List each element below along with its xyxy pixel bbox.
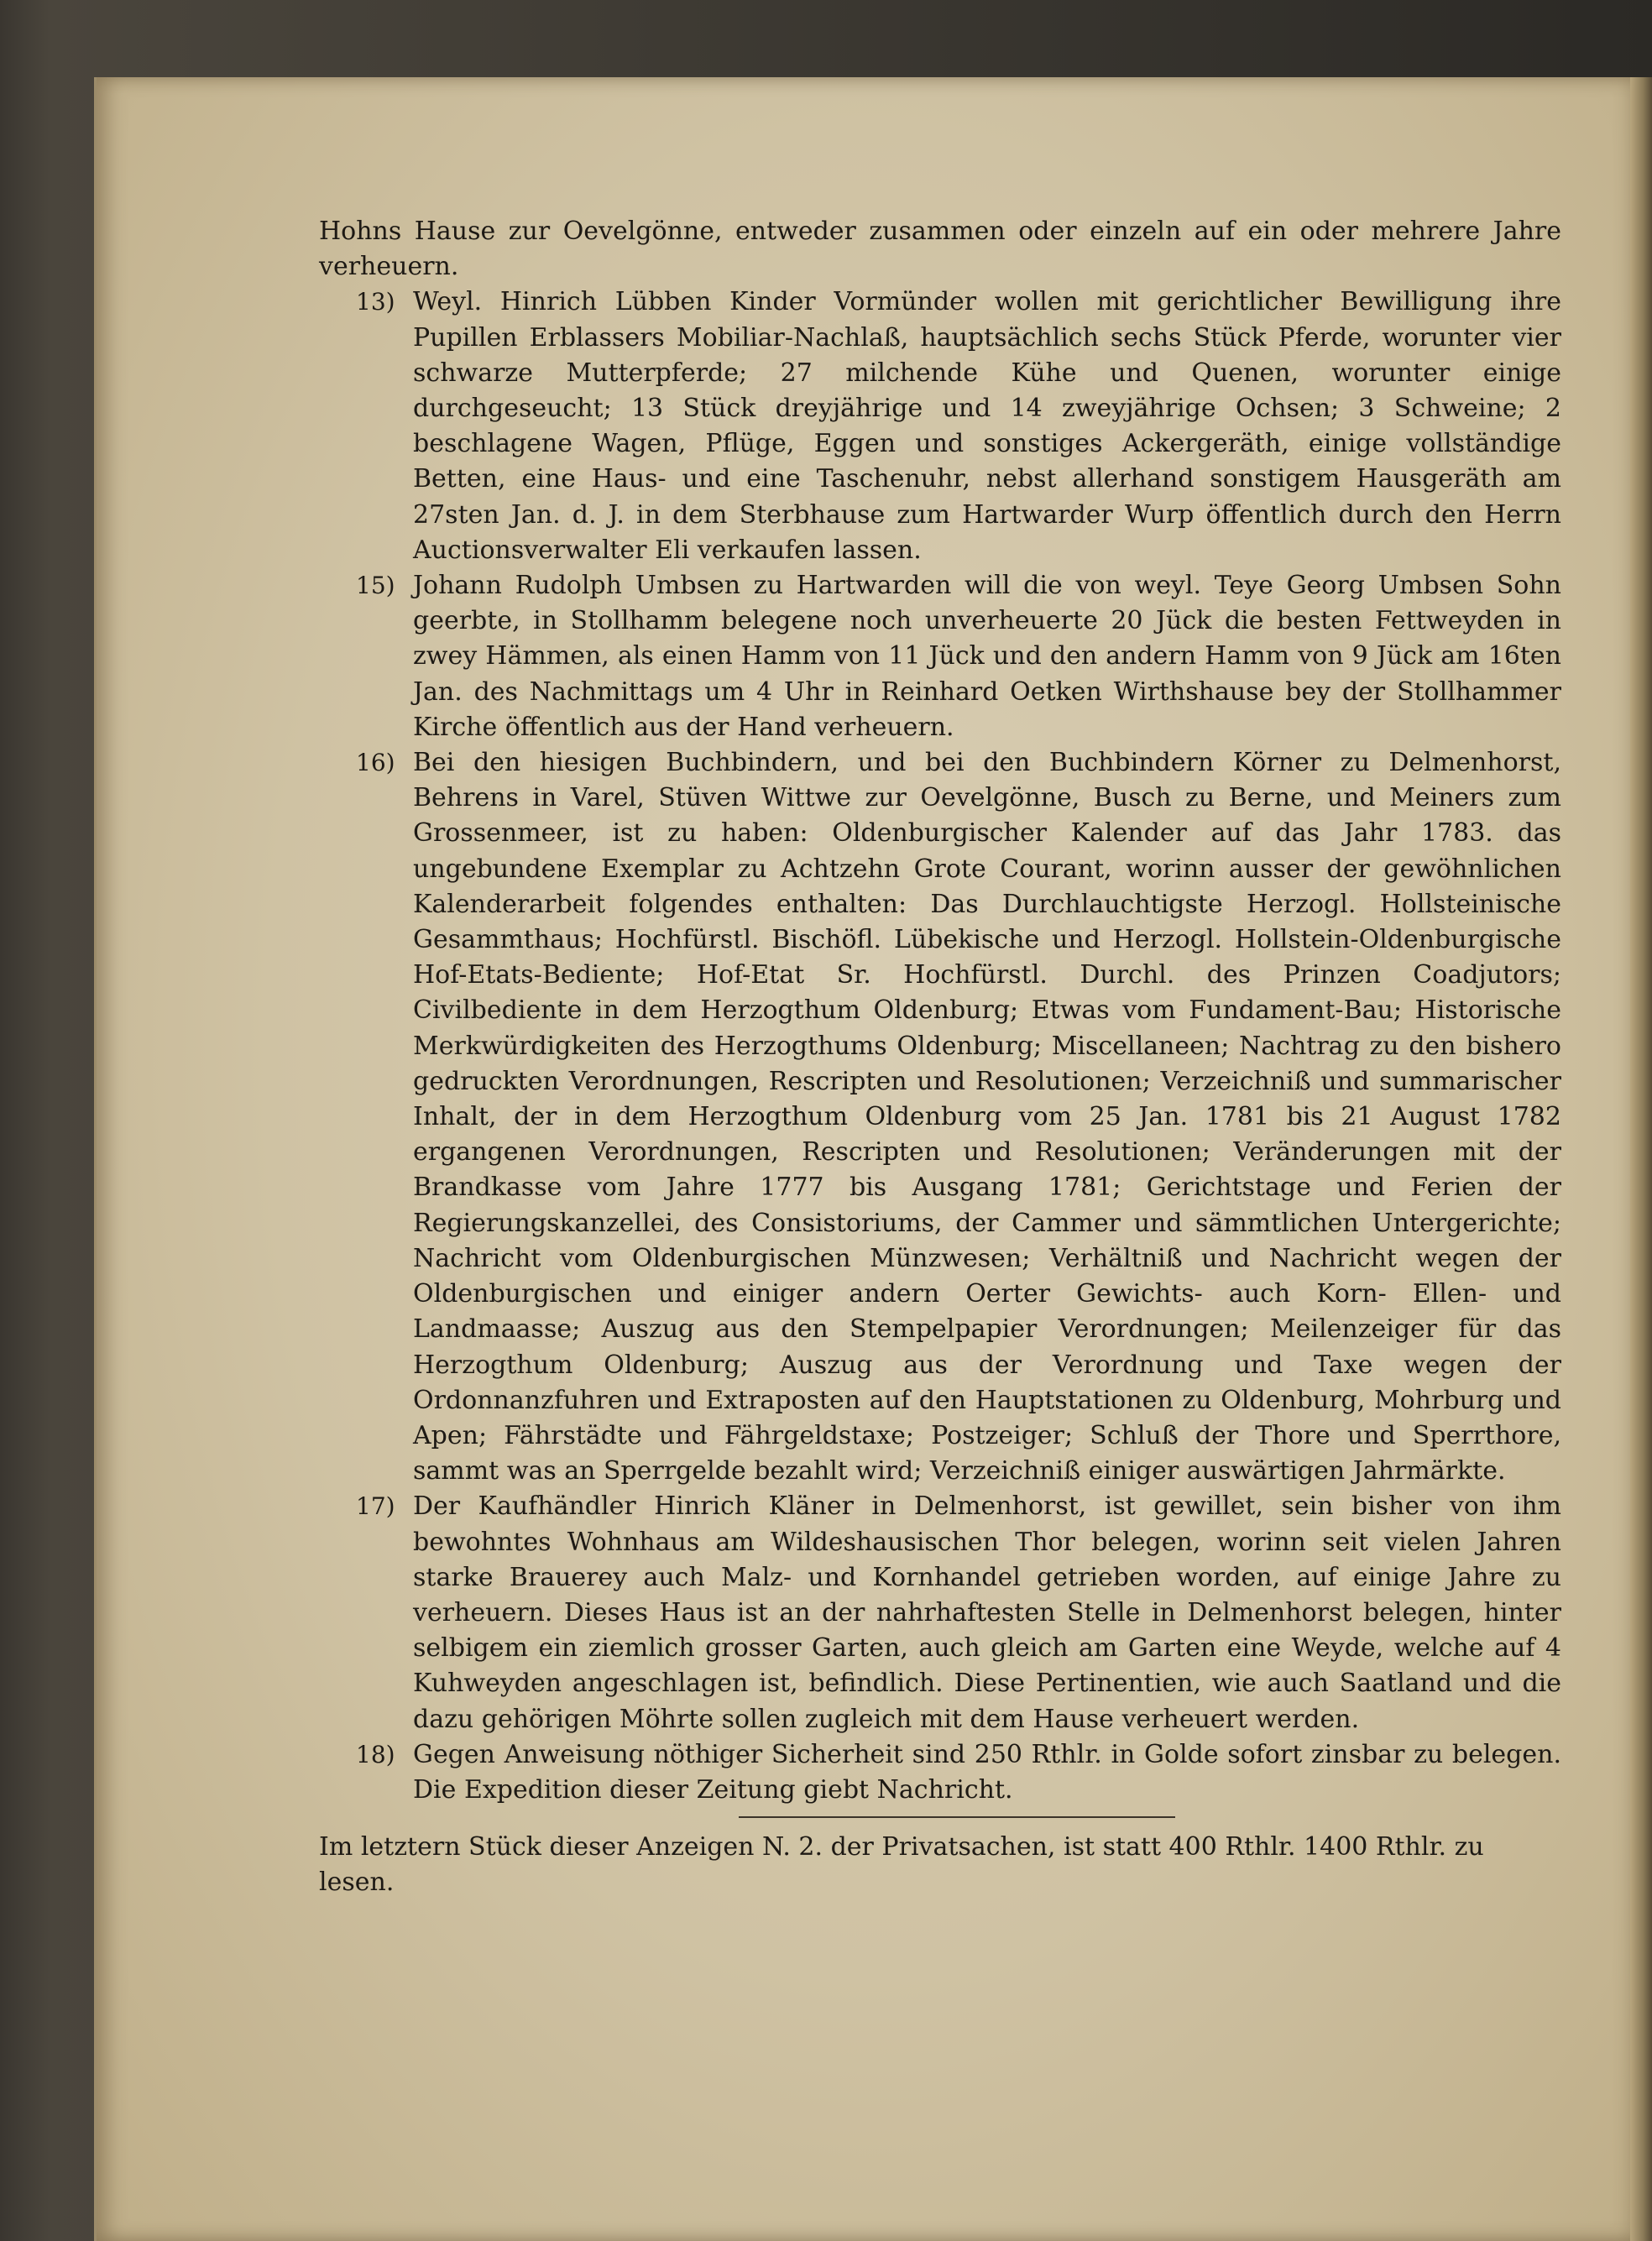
entry-text: Der Kaufhändler Hinrich Kläner in Delmenhorst, ist gewillet, sein bisher von ihm bewohntes Wohnhaus am Wildeshausischen Thor belegen, worinn seit vielen Jahren starke Brauerey auch Malz- und Kornhandel getrieben worden, auf einige Jahre zu verheuern. Dieses Haus ist an der nahrhaftesten Stelle in Delmenhorst belegen, hinter selbigem ein ziemlich grosser Garten, auch gleich am Garten eine Weyde, welche auf 4 Kuhweyden angeschlagen ist, befindlich. Diese Pertinentien, wie auch Saatland und die dazu gehörigen Möhrte sollen zugleich mit dem Hause verheuert werden. [413,1491,1561,1734]
footnote-text: Im letztern Stück dieser Anzeigen N. 2. der Privatsachen, ist statt 400 Rthlr. 1400 Rthlr. zu lesen. [319,1832,1484,1898]
entry-number: 17) [356,1492,395,1521]
page-edge [1630,77,1652,2241]
entry-number: 13) [356,288,395,316]
footnote [319,1830,1561,1900]
entry-number: 16) [356,749,395,777]
entry-text: Gegen Anweisung nöthiger Sicherheit sind 250 Rthlr. in Golde sofort zinsbar zu belegen. Die Expedition dieser Zeitung giebt Nachricht. [413,1739,1561,1805]
entry-17 [319,1489,1561,1737]
document-text [319,214,1561,1901]
entry-number: 15) [356,572,395,600]
continuation-paragraph [319,214,1561,285]
entry-text: Weyl. Hinrich Lübben Kinder Vormünder wollen mit gerichtlicher Bewilligung ihre Pupillen Erblassers Mobiliar-Nachlaß, hauptsächlich sechs Stück Pferde, worunter vier schwarze Mutterpferde; 27 milchende Kühe und Quenen, worunter einige durchgeseucht; 13 Stück dreyjährige und 14 zweyjährige Ochsen; 3 Schweine; 2 beschlagene Wagen, Pflüge, Eggen und sonstiges Ackergeräth, einige vollständige Betten, eine Haus- und eine Taschenuhr, nebst allerhand sonstigem Hausgeräth am 27sten Jan. d. J. in dem Sterbhause zum Hartwarder Wurp öffentlich durch den Herrn Auctionsverwalter Eli verkaufen lassen. [413,287,1561,565]
entry-16 [319,745,1561,1489]
entry-13 [319,285,1561,568]
entry-number: 18) [356,1740,395,1768]
continuation-text: Hohns Hause zur Oevelgönne, entweder zusammen oder einzeln auf ein oder mehrere Jahre verheuern. [319,217,1561,282]
entry-15 [319,568,1561,745]
divider [739,1816,1175,1818]
entry-text: Bei den hiesigen Buchbindern, und bei den Buchbindern Körner zu Delmenhorst, Behrens in Varel, Stüven Wittwe zur Oevelgönne, Busch zu Berne, und Meiners zum Grossenmeer, ist zu haben: Oldenburgischer Kalender auf das Jahr 1783. das ungebundene Exemplar zu Achtzehn Grote Courant, worinn ausser der gewöhnlichen Kalenderarbeit folgendes enthalten: Das Durchlauchtigste Herzogl. Hollsteinische Gesammthaus; Hochfürstl. Bischöfl. Lübekische und Herzogl. Hollstein-Oldenburgische Hof-Etats-Bediente; Hof-Etat Sr. Hochfürstl. Durchl. des Prinzen Coadjutors; Civilbediente in dem Herzogthum Oldenburg; Etwas vom Fundament-Bau; Historische Merkwürdigkeiten des Herzogthums Oldenburg; Miscellaneen; Nachtrag zu den bishero gedruckten Verordnungen, Rescripten und Resolutionen; Verzeichniß und summarischer Inhalt, der in dem Herzogthum Oldenburg vom 25 Jan. 1781 bis 21 August 1782 ergangenen Verordnungen, Rescripten und Resolutionen; Veränderungen mit der Brandkasse vom Jahre 1777 bis Ausgang 1781; Gerichtstage und Ferien der Regierungskanzellei, des Consistoriums, der Cammer und sämmtlichen Untergerichte; Nachricht vom Oldenburgischen Münzwesen; Verhältniß und Nachricht wegen der Oldenburgischen und einiger andern Oerter Gewichts- auch Korn- Ellen- und Landmaasse; Auszug aus den Stempelpapier Verordnungen; Meilenzeiger für das Herzogthum Oldenburg; Auszug aus der Verordnung und Taxe wegen der Ordonnanzfuhren und Extraposten auf den Hauptstationen zu Oldenburg, Mohrburg und Apen; Fährstädte und Fährgeldstaxe; Postzeiger; Schluß der Thore und Sperrthore, sammt was an Sperrgelde bezahlt wird; Verzeichniß einiger auswärtigen Jahrmärkte. [413,748,1561,1486]
entry-text: Johann Rudolph Umbsen zu Hartwarden will die von weyl. Teye Georg Umbsen Sohn geerbte, in Stollhamm belegene noch unverheuerte 20 Jück die besten Fettweyden in zwey Hämmen, als einen Hamm von 11 Jück und den andern Hamm von 9 Jück am 16ten Jan. des Nachmittags um 4 Uhr in Reinhard Oetken Wirthshause bey der Stollhammer Kirche öffentlich aus der Hand verheuern. [413,571,1561,742]
entry-18 [319,1737,1561,1808]
